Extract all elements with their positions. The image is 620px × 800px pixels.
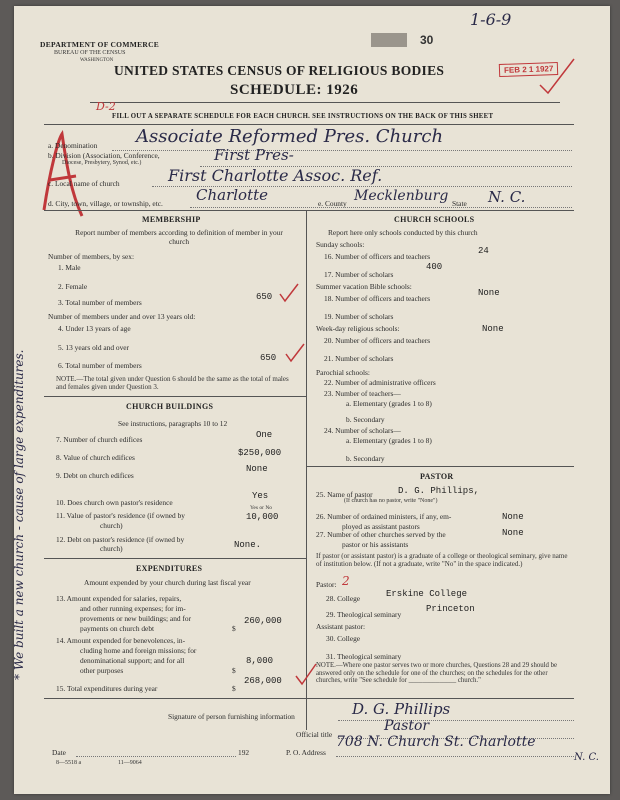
q29-value: Princeton (426, 604, 475, 614)
q12-label2: church) (100, 544, 123, 553)
q11-label2: church) (100, 521, 123, 530)
q14-label3: denominational support; and for all (80, 656, 185, 665)
q12-value: None. (234, 540, 262, 550)
q1-male-label: 1. Male (58, 263, 81, 272)
q12-label: 12. Debt on pastor's residence (if owned by (56, 535, 185, 544)
county-value: Mecklenburg (354, 188, 449, 204)
q13-value: 260,000 (244, 616, 282, 626)
check-mark-icon (284, 342, 306, 364)
q22-label: 22. Number of administrative officers (324, 378, 436, 387)
q1-label: Number of members, by sex: (48, 252, 134, 261)
assistant-label: Assistant pastor: (316, 622, 366, 631)
q5-label: 5. 13 years old and over (58, 343, 130, 352)
pastor-red-mark: 2 (342, 574, 350, 588)
q17-value: 400 (426, 262, 443, 272)
address-value: 708 N. Church St. Charlotte (336, 734, 536, 750)
q23a-label: a. Elementary (grades 1 to 8) (346, 399, 432, 408)
check-mark-icon (538, 55, 578, 95)
division-value: First Pres- (214, 146, 294, 164)
q29-label: 29. Theological seminary (326, 610, 402, 619)
graduate-note: If pastor (or assistant pastor) is a graduate of a college or theological seminary, give name of institution below. (If not a graduate, write "No" in the space indicated.) (316, 552, 568, 568)
q3-value: 650 (256, 292, 273, 302)
q27-label: 27. Number of other churches served by the (316, 530, 446, 539)
q18-label: 18. Number of officers and teachers (324, 294, 431, 303)
buildings-sub: See instructions, paragraphs 10 to 12 (118, 419, 228, 428)
q6-label: 6. Total number of members (58, 361, 142, 370)
buildings-title: CHURCH BUILDINGS (126, 402, 214, 411)
q25-value: D. G. Phillips, (398, 486, 480, 496)
form-subtitle: SCHEDULE: 1926 (230, 82, 359, 98)
q10-label: 10. Does church own pastor's residence (56, 498, 173, 507)
address-label: P. O. Address (286, 748, 326, 757)
schools-title: CHURCH SCHOOLS (394, 215, 475, 224)
q13-label: 13. Amount expended for salaries, repairs, (56, 594, 182, 603)
q23-label: 23. Number of teachers— (324, 389, 401, 398)
q14-label4: other purposes (80, 666, 124, 675)
q7-label: 7. Number of church edifices (56, 435, 143, 444)
weekday-label: Week-day religious schools: (316, 324, 400, 333)
summer-label: Summer vacation Bible schools: (316, 282, 412, 291)
q15-label: 15. Total expenditures during year (56, 684, 158, 693)
q15-value: 268,000 (244, 676, 282, 686)
local-name-value: First Charlotte Assoc. Ref. (168, 166, 383, 185)
red-mark: D-2 (96, 100, 116, 113)
membership-intro: Report number of members according to definition of member in your church (75, 228, 283, 246)
sunday-label: Sunday schools: (316, 240, 365, 249)
q14-label2: cluding home and foreign missions; for (80, 646, 197, 655)
age-label: Number of members under and over 13 years old: (48, 312, 196, 321)
q15-dollar: $ (232, 684, 236, 693)
dept-label: DEPARTMENT OF COMMERCE (40, 40, 160, 49)
q26-value: None (502, 512, 524, 522)
division-label: b. Division (Association, Conference, (48, 151, 160, 160)
yes-no-hint: Yes or No (250, 505, 273, 511)
q16-label: 16. Number of officers and teachers (324, 252, 431, 261)
city-field-value: Charlotte (196, 186, 269, 204)
division-label2: Diocese, Presbytery, Synod, etc.) (62, 160, 142, 166)
q23b-label: b. Secondary (346, 415, 385, 424)
q18-value: None (478, 288, 500, 298)
expenditures-title: EXPENDITURES (136, 564, 203, 573)
city-field-label: d. City, town, village, or township, etc. (48, 199, 163, 208)
q16-value: 24 (478, 246, 489, 256)
q13-dollar: $ (232, 624, 236, 633)
address-state: N. C. (574, 752, 599, 763)
signature-value: D. G. Phillips (352, 700, 451, 718)
official-title-label: Official title (296, 730, 333, 739)
form-number: 30 (420, 33, 434, 47)
city-label: WASHINGTON (80, 58, 114, 63)
denomination-value: Associate Reformed Pres. Church (136, 126, 444, 147)
q8-value: $250,000 (238, 448, 282, 458)
bureau-label: BUREAU OF THE CENSUS (54, 50, 126, 56)
county-label: e. County (318, 199, 347, 208)
q14-label: 14. Amount expended for benevolences, in- (56, 636, 186, 645)
pastor-sub-label: Pastor: (316, 580, 337, 589)
q9-label: 9. Debt on church edifices (56, 471, 134, 480)
pastor-title: PASTOR (420, 472, 454, 481)
q13-label4: payments on church debt (80, 624, 155, 633)
q9-value: None (246, 464, 268, 474)
print-code: 11—9064 (118, 760, 142, 766)
check-mark-icon (294, 662, 318, 688)
q26-label2: ployed as assistant pastors (342, 522, 420, 531)
q26-label: 26. Number of ordained ministers, if any, em- (316, 512, 452, 521)
q24a-label: a. Elementary (grades 1 to 8) (346, 436, 432, 445)
q11-label: 11. Value of pastor's residence (if owned by (56, 511, 185, 520)
q20-value: None (482, 324, 504, 334)
corner-note: 1-6-9 (470, 10, 512, 29)
q28-value: Erskine College (386, 589, 468, 599)
instruction-line: FILL OUT A SEPARATE SCHEDULE FOR EACH CHURCH. SEE INSTRUCTIONS ON THE BACK OF THIS SHEET (112, 113, 494, 120)
q25-label: 25. Name of pastor (316, 490, 373, 499)
q17-label: 17. Number of scholars (324, 270, 394, 279)
q2-label: 2. Female (58, 282, 88, 291)
official-title-value: Pastor (384, 718, 430, 734)
local-name-label: c. Local name of church (48, 179, 120, 188)
pastor-note: NOTE.—Where one pastor serves two or more churches, Questions 28 and 29 should be answered only on the schedule for one of the churches; on the schedules for the other churches, write "See schedule for ______________ church." (316, 662, 558, 685)
q19-label: 19. Number of scholars (324, 312, 394, 321)
q10-value: Yes (252, 491, 269, 501)
denomination-label: a. Denomination (48, 141, 98, 150)
membership-title: MEMBERSHIP (142, 215, 201, 224)
q31-label: 31. Theological seminary (326, 652, 402, 661)
q27-value: None (502, 528, 524, 538)
q20-label: 20. Number of officers and teachers (324, 336, 431, 345)
schools-intro: Report here only schools conducted by this church (328, 228, 478, 237)
form-title: UNITED STATES CENSUS OF RELIGIOUS BODIES (114, 63, 445, 78)
q7-value: One (256, 430, 273, 440)
q25-note: (If church has no pastor, write "None") (344, 498, 438, 504)
q28-label: 28. College (326, 594, 361, 603)
q24b-label: b. Secondary (346, 454, 385, 463)
membership-note: NOTE.—The total given under Question 6 should be the same as the total of males and females given under Question 3. (56, 375, 289, 391)
q27-label2: pastor or his assistants (342, 540, 409, 549)
q14-value: 8,000 (246, 656, 274, 666)
form-code: 8—5518 a (56, 760, 82, 766)
q14-dollar: $ (232, 666, 236, 675)
q21-label: 21. Number of scholars (324, 354, 394, 363)
date-label: Date (52, 748, 66, 757)
year-label: 192 (238, 748, 250, 757)
q13-label3: provements or new buildings; and for (80, 614, 192, 623)
redacted-box (371, 33, 407, 47)
q24-label: 24. Number of scholars— (324, 426, 401, 435)
received-stamp: FEB 2 1 1927 (499, 62, 559, 77)
state-label: State (452, 199, 467, 208)
q4-label: 4. Under 13 years of age (58, 324, 131, 333)
q13-label2: and other running expenses; for im- (80, 604, 186, 613)
q3-label: 3. Total number of members (58, 298, 142, 307)
expenditures-sub: Amount expended by your church during last fiscal year (84, 578, 251, 587)
q30-label: 30. College (326, 634, 361, 643)
state-value: N. C. (488, 188, 526, 206)
q6-value: 650 (260, 353, 277, 363)
q8-label: 8. Value of church edifices (56, 453, 135, 462)
signature-label: Signature of person furnishing information (168, 712, 295, 721)
margin-note: * We built a new church - cause of large expenditures. (12, 349, 26, 680)
check-mark-icon (278, 282, 300, 304)
parochial-label: Parochial schools: (316, 368, 370, 377)
q11-value: 10,000 (246, 512, 279, 522)
